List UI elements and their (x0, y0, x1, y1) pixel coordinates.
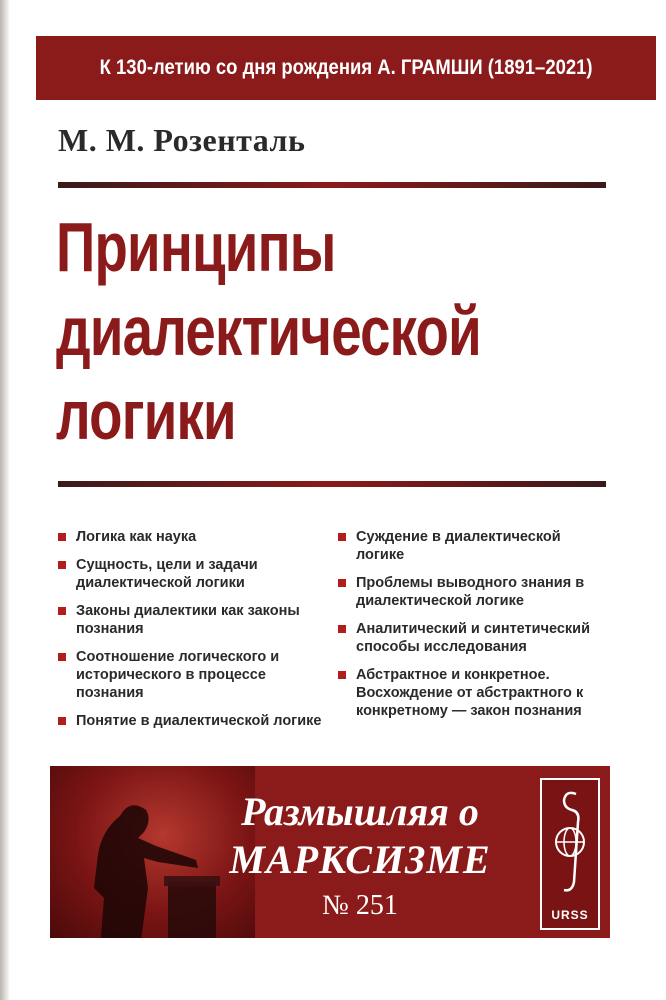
publisher-name: URSS (551, 908, 589, 922)
contents-item: Соотношение логического и исторического в процессе познания (58, 648, 328, 702)
contents-item: Законы диалектики как законы познания (58, 602, 328, 638)
publisher-logo (540, 778, 600, 930)
contents-item: Проблемы выводного знания в диалектической логике (338, 574, 608, 610)
contents-item: Аналитический и синтетический способы исследования (338, 620, 608, 656)
contents-left-column (58, 528, 328, 740)
title-line-2: диалектической (56, 292, 481, 370)
bullet-square-icon (58, 717, 66, 725)
bullet-square-icon (58, 561, 66, 569)
contents-item: Понятие в диалектической логике (58, 712, 328, 730)
divider-bottom (58, 481, 606, 487)
bullet-square-icon (338, 533, 346, 541)
anniversary-banner (36, 36, 656, 100)
bullet-square-icon (58, 653, 66, 661)
divider-top (58, 182, 606, 188)
bullet-square-icon (338, 579, 346, 587)
bullet-square-icon (58, 533, 66, 541)
spine-shadow (0, 0, 10, 1000)
anniversary-text: К 130-летию со дня рождения А. ГРАМШИ (1891–2021) (99, 56, 593, 79)
publisher-emblem-icon (542, 780, 598, 900)
bullet-square-icon (338, 671, 346, 679)
book-title (56, 205, 616, 457)
series-panel (50, 766, 610, 938)
contents-item: Логика как наука (58, 528, 328, 546)
contents-item: Сущность, цели и задачи диалектической логики (58, 556, 328, 592)
series-title-line-2: МАРКСИЗМЕ (229, 837, 491, 882)
contents-item: Абстрактное и конкретное. Восхождение от абстрактного к конкретному — закон познания (338, 666, 608, 720)
contents-right-column (338, 528, 608, 730)
bullet-square-icon (338, 625, 346, 633)
series-title-line-1: Размышляя о (241, 789, 479, 834)
title-line-3: логики (56, 376, 236, 454)
series-number: № 251 (322, 890, 398, 921)
contents-item: Суждение в диалектической логике (338, 528, 608, 564)
bullet-square-icon (58, 607, 66, 615)
author-name: М. М. Розенталь (58, 122, 306, 158)
title-line-1: Принципы (56, 208, 336, 286)
